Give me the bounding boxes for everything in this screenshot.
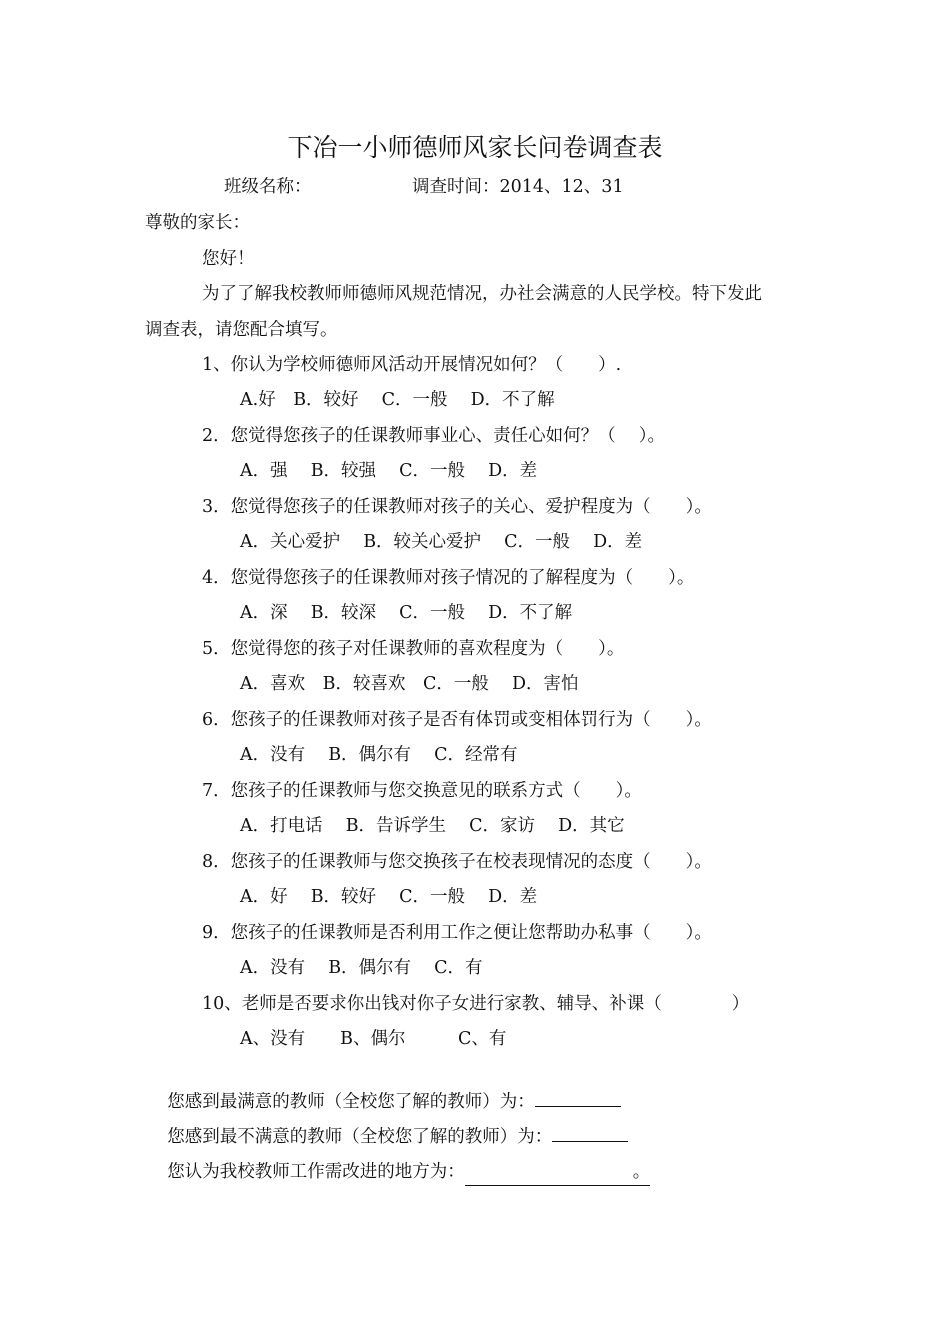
question-5: 5．您觉得您的孩子对任课教师的喜欢程度为（ ）。 (202, 639, 625, 659)
question-6: 6．您孩子的任课教师对孩子是否有体罚或变相体罚行为（ ）。 (202, 710, 712, 730)
question-9: 9．您孩子的任课教师是否利用工作之便让您帮助办私事（ ）。 (202, 923, 712, 943)
intro-line-1: 为了了解我校教师师德师风规范情况，办社会满意的人民学校。特下发此 (202, 284, 762, 304)
question-1-options: A.好 B．较好 C．一般 D．不了解 (240, 390, 555, 410)
question-7: 7．您孩子的任课教师与您交换意见的联系方式（ ）。 (202, 781, 642, 801)
question-10-options: A、没有 B、偶尔 C、有 (240, 1029, 507, 1049)
question-9-options: A．没有 B．偶尔有 C．有 (240, 958, 483, 978)
survey-date: 调查时间：2014、12、31 (412, 177, 624, 197)
question-1: 1、你认为学校师德师风活动开展情况如何？（ ）. (202, 355, 622, 375)
unsatisfied-teacher-label: 您感到最不满意的教师（全校您了解的教师）为： (167, 1127, 553, 1147)
intro-line-2: 调查表，请您配合填写。 (145, 320, 338, 340)
question-6-options: A．没有 B．偶尔有 C．经常有 (240, 745, 518, 765)
improvement-period: 。 (632, 1162, 651, 1182)
page-title: 下冶一小师德师风家长问卷调查表 (287, 133, 663, 162)
question-10: 10、老师是否要求你出钱对你子女进行家教、辅导、补课（ ） (202, 994, 750, 1014)
question-8-options: A．好 B．较好 C．一般 D．差 (240, 887, 538, 907)
improvement-row (145, 1133, 650, 1212)
question-7-options: A．打电话 B．告诉学生 C．家访 D．其它 (240, 816, 625, 836)
satisfied-teacher-label: 您感到最满意的教师（全校您了解的教师）为： (167, 1092, 535, 1112)
class-name-label: 班级名称： (224, 177, 312, 197)
question-2: 2．您觉得您孩子的任课教师事业心、责任心如何？（ ）。 (202, 426, 665, 446)
greeting: 尊敬的家长： (145, 213, 250, 233)
improvement-label: 您认为我校教师工作需改进的地方为： (167, 1162, 465, 1182)
question-3: 3．您觉得您孩子的任课教师对孩子的关心、爱护程度为（ ）。 (202, 497, 712, 517)
question-4-options: A．深 B．较深 C．一般 D．不了解 (240, 603, 573, 623)
question-5-options: A．喜欢 B．较喜欢 C．一般 D．害怕 (240, 674, 579, 694)
question-2-options: A．强 B．较强 C．一般 D．差 (240, 461, 538, 481)
question-3-options: A．关心爱护 B．较关心爱护 C．一般 D．差 (240, 532, 643, 552)
hello: 您好！ (202, 249, 255, 269)
improvement-blank[interactable] (465, 1159, 651, 1186)
question-8: 8．您孩子的任课教师与您交换孩子在校表现情况的态度（ ）。 (202, 852, 712, 872)
question-4: 4．您觉得您孩子的任课教师对孩子情况的了解程度为（ ）。 (202, 568, 695, 588)
